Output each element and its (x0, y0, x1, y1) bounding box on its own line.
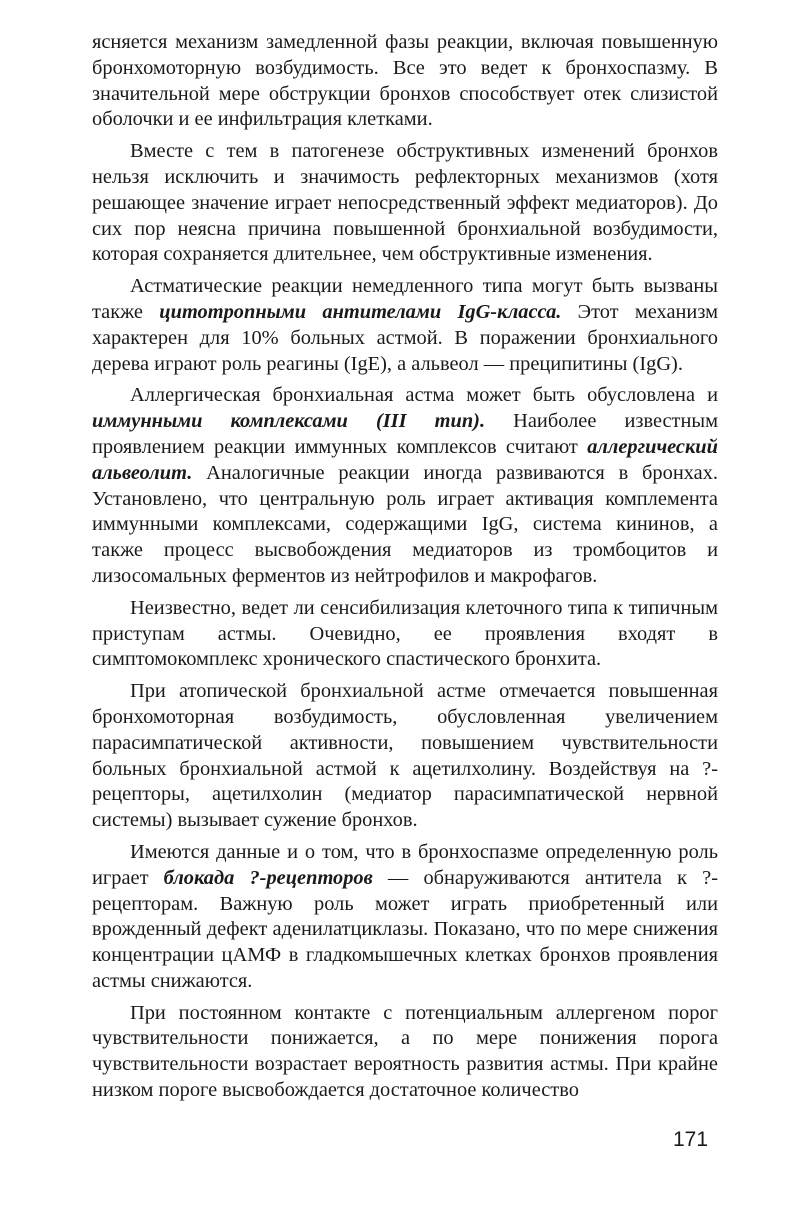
text-run: Аллергическая бронхиальная астма может быть обусловлена и (130, 384, 718, 407)
text-run: Аналогичные реакции иногда развиваются в бронхах. Установлено, что центральную роль играет активация комплемента иммунными комплексами, содержащими IgG, система кининов, а также процесс высвобождения медиаторов из тромбоцитов и лизосомальных ферментов из нейтрофилов и макрофагов. (92, 461, 718, 587)
paragraph (92, 679, 718, 834)
emphasized-term: блокада ?-рецепторов (163, 866, 373, 889)
text-run: Имеются данные и о том, что в бронхоспазме определенную роль играет (92, 840, 718, 889)
paragraph (92, 840, 718, 995)
emphasized-term: иммунными комплексами (III тип). (92, 410, 486, 433)
text-run: ясняется механизм замедленной фазы реакции, включая повышенную бронхомоторную возбудимость. Все это ведет к бронхоспазму. В значительной мере обструкции бронхов способствует отек слизистой оболочки и ее инфильтрация клетками. (92, 31, 718, 131)
paragraph (92, 1001, 718, 1104)
emphasized-term: цитотропными антителами IgG-класса. (159, 300, 562, 323)
page-number: 171 (673, 1128, 709, 1151)
text-run: Этот механизм характерен для 10% больных астмой. В поражении бронхиального дерева играют роль реагины (IgE), а альвеол — преципитины (IgG). (92, 300, 719, 375)
paragraph (92, 139, 718, 268)
paragraph (92, 596, 718, 673)
paragraph (92, 30, 718, 133)
text-run: Наиболее известным проявлением реакции иммунных комплексов считают (92, 410, 718, 458)
emphasized-term: аллергический альвеолит. (92, 435, 718, 484)
page-body (92, 30, 718, 1110)
text-run: Вместе с тем в патогенезе обструктивных изменений бронхов нельзя исключить и значимость рефлекторных механизмов (хотя решающее значение играет непосредственный эффект медиаторов). До сих пор неясна причина повышенной бронхиальной возбудимости, которая сохраняется длительнее, чем обструктивные изменения. (92, 140, 718, 266)
text-run: При атопической бронхиальной астме отмечается повышенная бронхомоторная возбудимость, обусловленная увеличением парасимпатической активности, повышением чувствительности больных бронхиальной астмой к ацетилхолину. Воздействуя на ?-рецепторы, ацетилхолин (медиатор парасимпатической нервной системы) вызывает сужение бронхов. (92, 680, 718, 832)
text-run: — обнаруживаются антитела к ?-рецепторам. Важную роль может играть приобретенный или врожденный дефект аденилатциклазы. Показано, что по мере снижения концентрации цАМФ в гладкомышечных клетках бронхов проявления астмы снижаются. (92, 866, 718, 992)
paragraph (92, 274, 718, 377)
text-run: Астматические реакции немедленного типа могут быть вызваны также (92, 275, 718, 323)
text-run: При постоянном контакте с потенциальным аллергеном порог чувствительности понижается, а по мере понижения порога чувствительности возрастает вероятность развития астмы. При крайне низком пороге высвобождается достаточное количество (92, 1001, 718, 1102)
paragraph (92, 383, 718, 589)
text-run: Неизвестно, ведет ли сенсибилизация клеточного типа к типичным приступам астмы. Очевидно, ее проявления входят в симптомокомплекс хронического спастического бронхита. (92, 596, 718, 671)
